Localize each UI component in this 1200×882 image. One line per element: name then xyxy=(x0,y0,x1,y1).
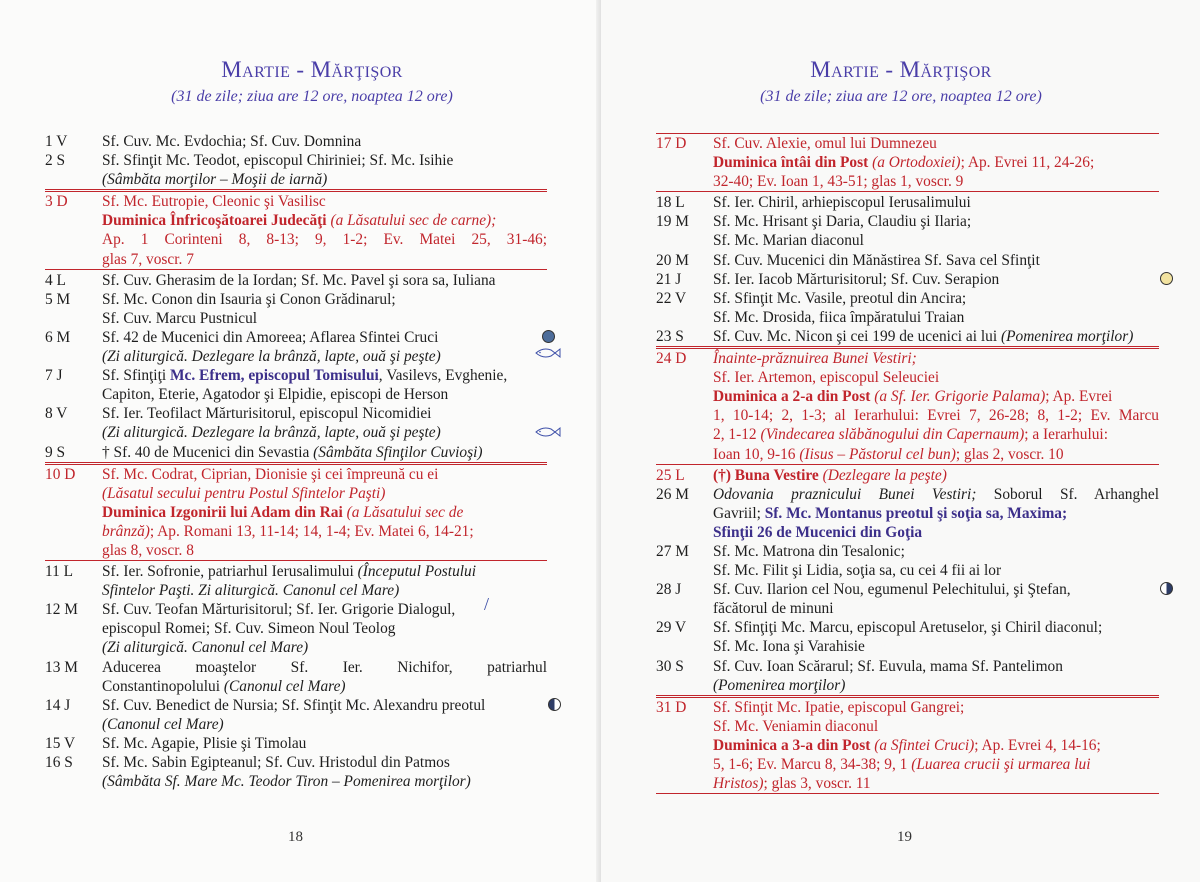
saint-highlight: Mc. Efrem, episcopul Tomisului xyxy=(170,367,379,385)
entry-text: Sf. Mc. Drosida, fiica împăratului Traian xyxy=(713,308,965,326)
calendar-entry xyxy=(656,657,1159,696)
entry-text: Sf. Sfinţiţi Mc. Marcu, episcopul Aretuselor, şi Chiril diaconul; xyxy=(713,619,1103,637)
entry-text: Sf. Ier. Sofronie, patriarhul Ierusalimului xyxy=(102,563,354,581)
calendar-entry xyxy=(656,212,1159,250)
calendar-entry xyxy=(45,734,547,753)
reading-text: ; Ap. Evrei xyxy=(1045,388,1113,406)
entry-text: Sf. Ier. Artemon, episcopul Seleuciei xyxy=(713,369,940,387)
entry-note: (Vindecarea slăbănogului din Capernaum) xyxy=(760,426,1025,444)
entry-day: 26 M xyxy=(656,485,689,503)
entry-note: (a Sfintei Cruci) xyxy=(874,736,975,754)
entry-text: Sf. Mc. Sabin Egipteanul; Sf. Cuv. Hristodul din Patmos xyxy=(102,754,450,771)
entry-day: 8 V xyxy=(45,405,68,423)
entry-day: 27 M xyxy=(656,542,689,560)
entry-text: Sf. Mc. Filit şi Lidia, soţia sa, cu cei 4 fii ai lor xyxy=(713,562,1002,580)
entry-day: 28 J xyxy=(656,581,682,599)
entry-day: 22 V xyxy=(656,289,687,307)
entry-text: Sf. Cuv. Ilarion cel Nou, egumenul Pelechitului, şi Ştefan, xyxy=(713,581,1071,599)
entry-note: Sfintelor Paşti. Zi aliturgică. Canonul cel Mare) xyxy=(102,582,400,600)
entry-note: (Luarea crucii şi urmarea lui xyxy=(911,756,1091,773)
feast-name: (†) Buna Vestire xyxy=(713,466,819,484)
entry-day: 4 L xyxy=(45,271,66,289)
reading-text: glas 8, voscr. 8 xyxy=(102,541,194,559)
fish-icon xyxy=(535,426,561,438)
entry-text: Sf. Sfinţit Mc. Teodot, episcopul Chiriniei; Sf. Mc. Isihie xyxy=(102,152,454,170)
entry-day: 15 V xyxy=(45,734,76,752)
sunday-name: Duminica a 2-a din Post xyxy=(713,388,871,406)
entry-day: 19 M xyxy=(656,213,689,231)
entry-day: 21 J xyxy=(656,270,682,288)
entry-note: (Începutul Postului xyxy=(357,563,477,581)
reading-text: Ap. 1 Corinteni 8, 8-13; 9, 1-2; Ev. Matei 25, 31-46; xyxy=(102,231,547,249)
entry-note: brânză) xyxy=(102,522,150,540)
reading-text: 32-40; Ev. Ioan 1, 43-51; glas 1, voscr. 9 xyxy=(713,173,964,191)
entry-text: Sf. Cuv. Alexie, omul lui Dumnezeu xyxy=(713,135,937,152)
entry-day: 18 L xyxy=(656,194,685,212)
entry-note: (a Ortodoxiei) xyxy=(872,154,961,172)
entry-note: Odovania praznicului Bunei Vestiri; xyxy=(713,485,977,503)
entry-text: Sf. Cuv. Ioan Scărarul; Sf. Euvula, mama Sf. Pantelimon xyxy=(713,657,1063,675)
calendar-entry xyxy=(656,466,1159,485)
calendar-entry xyxy=(656,251,1159,270)
entry-text: Sf. Cuv. Gherasim de la Iordan; Sf. Mc. Pavel şi sora sa, Iuliana xyxy=(102,271,496,289)
entry-note: (a Sf. Ier. Grigorie Palama) xyxy=(874,388,1046,406)
entry-text: Sf. Ier. Iacob Mărturisitorul; Sf. Cuv. Serapion xyxy=(713,270,1000,288)
calendar-entry xyxy=(45,753,547,791)
calendar-entry xyxy=(45,366,547,404)
calendar-entry xyxy=(45,132,547,151)
entry-text: Sf. Ier. Teofilact Mărturisitorul, episcopul Nicomidiei xyxy=(102,405,432,423)
pen-mark: / xyxy=(484,594,490,614)
entry-text: Sf. Ier. Chiril, arhiepiscopul Ierusalimului xyxy=(713,194,971,212)
calendar-entry xyxy=(45,328,547,366)
entry-day: 17 D xyxy=(656,135,687,152)
full-moon-icon xyxy=(1160,272,1173,285)
page-number: 19 xyxy=(897,829,912,845)
entry-day: 20 M xyxy=(656,251,689,269)
calendar-entries xyxy=(45,132,547,791)
entry-text: Sf. Cuv. Teofan Mărturisitorul; Sf. Ier. Grigorie Dialogul, xyxy=(102,601,456,619)
entry-day: 6 M xyxy=(45,328,71,346)
reading-text: 2, 1-12 xyxy=(713,426,757,444)
month-subtitle: (31 de zile; ziua are 12 ore, noaptea 12 ore) xyxy=(760,88,1042,105)
calendar-entry xyxy=(656,327,1159,347)
calendar-entry xyxy=(656,580,1159,618)
month-subtitle: (31 de zile; ziua are 12 ore, noaptea 12 ore) xyxy=(171,88,453,105)
calendar-entry xyxy=(45,600,547,657)
entry-note: (Dezlegare la peşte) xyxy=(822,466,947,484)
entry-text: Sf. Sfinţiţi xyxy=(102,367,167,385)
page-header xyxy=(12,56,612,108)
calendar-entry xyxy=(656,485,1159,542)
entry-text: Sf. Mc. Matrona din Tesalonic; xyxy=(713,542,905,560)
entry-note: (Lăsatul secului pentru Postul Sfintelor Paşti) xyxy=(102,484,386,502)
entry-day: 5 M xyxy=(45,290,71,308)
calendar-entry xyxy=(45,658,547,696)
calendar-entry xyxy=(45,562,547,600)
entry-text: † Sf. 40 de Mucenici din Sevastia xyxy=(102,443,310,461)
reading-text: ; Ap. Evrei 11, 24-26; xyxy=(960,154,1095,172)
entry-day: 31 D xyxy=(656,698,687,716)
entry-day: 7 J xyxy=(45,367,63,385)
entry-text: Sf. Cuv. Benedict de Nursia; Sf. Sfinţit Mc. Alexandru preotul xyxy=(102,696,486,714)
entry-note: (Sâmbăta Sf. Mare Mc. Teodor Tiron – Pomenirea morţilor) xyxy=(102,773,471,791)
saint-highlight: Sfinţii 26 de Mucenici din Goţia xyxy=(713,523,923,541)
calendar-entry xyxy=(45,151,547,190)
entry-day: 24 D xyxy=(656,350,687,368)
calendar-entry xyxy=(45,290,547,328)
entry-text: Sf. Mc. Hrisant şi Daria, Claudiu şi Ilaria; xyxy=(713,213,972,231)
entry-day: 29 V xyxy=(656,619,687,637)
entry-note: (Zi aliturgică. Dezlegare la brânză, lapte, ouă şi peşte) xyxy=(102,348,441,366)
reading-text: ; Ap. Romani 13, 11-14; 14, 1-4; Ev. Matei 6, 14-21; xyxy=(149,522,474,540)
reading-text: glas 7, voscr. 7 xyxy=(102,250,194,268)
entry-text: Capiton, Eterie, Agatodor şi Elpidie, episcopi de Herson xyxy=(102,386,449,404)
calendar-entry-sunday xyxy=(656,697,1159,794)
saint-highlight: Sf. Mc. Montanus preotul şi soţia sa, Maxima; xyxy=(764,504,1068,522)
entry-note: (Iisus – Păstorul cel bun) xyxy=(799,445,956,463)
fish-icon xyxy=(535,347,561,359)
entry-text: , Vasilevs, Evghenie, xyxy=(378,367,508,385)
entry-day: 16 S xyxy=(45,754,73,771)
entry-text: Sf. Sfinţit Mc. Vasile, preotul din Ancira; xyxy=(713,289,967,307)
calendar-entry xyxy=(656,270,1159,289)
entry-day: 25 L xyxy=(656,466,685,484)
calendar-entry xyxy=(45,443,547,463)
calendar-entry xyxy=(656,289,1159,327)
reading-text: ; Ap. Evrei 4, 14-16; xyxy=(974,736,1101,754)
reading-text: ; glas 3, voscr. 11 xyxy=(763,775,871,793)
page-right xyxy=(600,0,1200,882)
entry-note: (Sâmbăta Sfinţilor Cuvioşi) xyxy=(313,443,483,461)
calendar-entry xyxy=(656,193,1159,212)
entry-note: (a Lăsatului sec de xyxy=(346,503,464,521)
entry-day: 13 M xyxy=(45,658,78,676)
calendar-entry-sunday xyxy=(45,191,547,269)
last-quarter-moon-icon xyxy=(548,698,561,711)
entry-day: 3 D xyxy=(45,193,68,211)
entry-day: 11 L xyxy=(45,563,74,581)
entry-text: Constantinopolului xyxy=(102,677,220,695)
entry-text: Soborul Sf. Arhanghel xyxy=(993,485,1159,503)
entry-text: Sf. Mc. Conon din Isauria şi Conon Grădinarul; xyxy=(102,290,396,308)
entry-text: Sf. Sfinţit Mc. Ipatie, episcopul Gangrei; xyxy=(713,698,965,716)
entry-text: făcătorul de minuni xyxy=(713,600,834,618)
first-quarter-moon-icon xyxy=(1160,582,1173,595)
calendar-entry xyxy=(656,542,1159,580)
entry-note: (Canonul cel Mare) xyxy=(223,677,346,695)
page-header xyxy=(601,56,1200,108)
entry-text: episcopul Romei; Sf. Cuv. Simeon Noul Teolog xyxy=(102,620,396,638)
entry-text: Sf. Cuv. Mucenici din Mănăstirea Sf. Sava cel Sfinţit xyxy=(713,251,1040,269)
month-title: Martie - Mărţişor xyxy=(810,57,992,82)
entry-text: Gavriil; xyxy=(713,504,761,522)
calendar-entry-sunday xyxy=(656,133,1159,192)
new-moon-icon xyxy=(542,330,555,343)
entry-day: 2 S xyxy=(45,152,66,170)
entry-note: (Sâmbăta morţilor – Moşii de iarnă) xyxy=(102,171,328,189)
month-title: Martie - Mărţişor xyxy=(221,57,403,82)
entry-note: (Canonul cel Mare) xyxy=(102,715,224,733)
calendar-entry-sunday xyxy=(656,348,1159,465)
calendar-entry-sunday xyxy=(45,464,547,561)
entry-day: 12 M xyxy=(45,601,78,619)
calendar-entry xyxy=(656,618,1159,656)
entry-text: Sf. Mc. Veniamin diaconul xyxy=(713,717,879,735)
calendar-entries xyxy=(656,132,1159,795)
sunday-name: Duminica a 3-a din Post xyxy=(713,736,871,754)
reading-text: ; a Ierarhului: xyxy=(1024,426,1108,444)
entry-day: 10 D xyxy=(45,465,76,483)
entry-note: Hristos) xyxy=(713,775,764,793)
entry-text: Sf. Mc. Codrat, Ciprian, Dionisie şi cei împreună cu ei xyxy=(102,465,439,483)
sunday-name: Duminica Înfricoşătoarei Judecăţi xyxy=(102,212,327,230)
calendar-entry xyxy=(45,696,547,734)
entry-note: (Pomenirea morţilor) xyxy=(713,676,846,694)
sunday-name: Duminica întâi din Post xyxy=(713,154,869,172)
reading-text: ; glas 2, voscr. 10 xyxy=(955,445,1064,463)
entry-text: Sf. Mc. Marian diaconul xyxy=(713,232,864,250)
entry-day: 30 S xyxy=(656,657,684,675)
entry-day: 9 S xyxy=(45,443,66,461)
calendar-entry xyxy=(45,271,547,290)
entry-note: Înainte-prăznuirea Bunei Vestiri; xyxy=(713,350,917,368)
calendar-entry xyxy=(45,404,547,442)
entry-text: Sf. 42 de Mucenici din Amoreea; Aflarea Sfintei Cruci xyxy=(102,328,439,346)
reading-text: 1, 10-14; 2, 1-3; al Ierarhului: Evrei 7, 26-28; 8, 1-2; Ev. Marcu xyxy=(713,407,1159,425)
entry-note: (Zi aliturgică. Dezlegare la brânză, lapte, ouă şi peşte) xyxy=(102,424,441,442)
entry-text: Sf. Mc. Iona şi Varahisie xyxy=(713,638,865,656)
reading-text: 5, 1-6; Ev. Marcu 8, 34-38; 9, 1 xyxy=(713,756,908,773)
entry-note: (Pomenirea morţilor) xyxy=(1000,327,1134,345)
entry-day: 1 V xyxy=(45,133,68,150)
page-number: 18 xyxy=(288,829,303,845)
entry-note: (Zi aliturgică. Canonul cel Mare) xyxy=(102,639,309,657)
entry-text: Sf. Cuv. Marcu Pustnicul xyxy=(102,309,258,327)
entry-text: Sf. Cuv. Mc. Nicon şi cei 199 de ucenici ai lui xyxy=(713,327,998,345)
entry-note: (a Lăsatului sec de carne); xyxy=(330,212,497,230)
entry-day: 14 J xyxy=(45,696,71,714)
entry-text: Sf. Mc. Agapie, Plisie şi Timolau xyxy=(102,734,307,752)
entry-day: 23 S xyxy=(656,327,684,345)
entry-text: Sf. Cuv. Mc. Evdochia; Sf. Cuv. Domnina xyxy=(102,133,362,150)
entry-text: Aducerea moaştelor Sf. Ier. Nichifor, patriarhul xyxy=(102,658,547,676)
sunday-name: Duminica Izgonirii lui Adam din Rai xyxy=(102,503,343,521)
entry-text: Sf. Mc. Eutropie, Cleonic şi Vasilisc xyxy=(102,193,326,211)
reading-text: Ioan 10, 9-16 xyxy=(713,445,796,463)
